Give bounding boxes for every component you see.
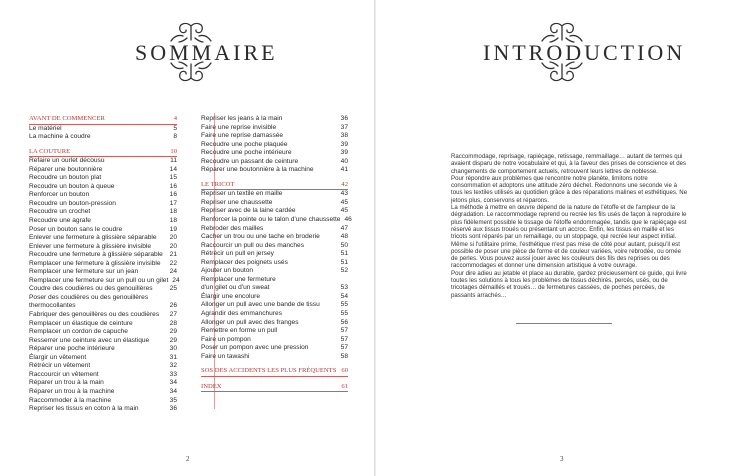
toc-entry bbox=[29, 405, 177, 414]
toc-entry bbox=[201, 207, 348, 216]
toc-label: Recoudre un passant de ceinture bbox=[201, 157, 299, 165]
toc-page: 40 bbox=[340, 157, 348, 165]
toc-page: 42 bbox=[341, 180, 348, 188]
toc-entry bbox=[29, 371, 177, 380]
toc-label: Allonger un pull avec une bande de tissu bbox=[201, 301, 320, 309]
intro-paragraph: Pour dire adieu au jetable et place au durable, gardez précieusement ce guide, qui livre toutes les solutions à tous les problèmes de tissus déchirés, percés, usés, ou de tricotages démaillés et troués… de fermetures cassées, de poches percées, de passants arrachés… bbox=[451, 269, 687, 299]
toc-label: Poser un pompon avec une pression bbox=[201, 344, 309, 352]
toc-page: 30 bbox=[169, 345, 177, 353]
toc-label: Repriser un textile en maille bbox=[201, 190, 283, 198]
toc-entry bbox=[29, 174, 177, 183]
toc-page: 33 bbox=[169, 370, 177, 378]
intro-paragraph: La méthode à mettre en œuvre dépend de la nature de l'étoffe et de l'ampleur de la dégradation. Le raccommodage reprend ou recrée les fils usés de façon à reproduire le plus fidèlement possible le tissage de l'étoffe endommagée, tandis que le rapiéçage est réservé aux tissus troués ou présentant un accroc. Enfin, les tissus en maille et les tricots sont réparés par un remaillage, ou un stoppage, qui recrée leur aspect initial. bbox=[451, 204, 687, 241]
toc-label: Agrandir des emmanchures bbox=[201, 310, 282, 318]
toc-page: 57 bbox=[340, 335, 348, 343]
toc-label: Raccourcir un pull ou des manches bbox=[201, 241, 304, 249]
toc-label: Repriser les jeans à la main bbox=[201, 115, 283, 122]
toc-label: Réparer une boutonnière bbox=[29, 165, 103, 173]
toc-page: 4 bbox=[173, 115, 177, 122]
toc-entry bbox=[201, 336, 348, 345]
toc-entry bbox=[29, 397, 177, 406]
toc-label: La machine à coudre bbox=[29, 133, 91, 141]
toc-entry bbox=[201, 344, 348, 353]
toc-page: 37 bbox=[340, 123, 348, 131]
toc-entry bbox=[29, 294, 177, 303]
toc-label: Élargir une encolure bbox=[201, 292, 261, 300]
toc-entry bbox=[29, 157, 177, 166]
intro-paragraph: Même si l'utilitaire prime, l'esthétique n'est pas mise de côté pour autant, puisqu'il est possible de poser une pièce de forme et de couleur variées, voire rebrodée, ou ornée de perles. Vous pouvez aussi jouer avec les couleurs des fils des reprises ou des raccommodages et donner une dimension artistique à votre ouvrage. bbox=[451, 240, 682, 270]
toc-entry bbox=[201, 124, 348, 133]
toc-label: Poser des coudières ou des genouillères bbox=[29, 293, 149, 301]
sommaire-title: SOMMAIRE bbox=[135, 40, 278, 65]
toc-page bbox=[173, 294, 177, 303]
toc-entry bbox=[201, 276, 348, 285]
toc-entry bbox=[29, 125, 177, 134]
intro-paragraph: Pour répondre aux problèmes que rencontre notre planète, limitons notre consommation et adoptons une attitude zéro déchet. Redonnons une seconde vie à tous les textiles utilisés au quotidien grâce à des réparations malines et esthétiques. Ne jetons plus, conservons et réparons. bbox=[451, 174, 688, 204]
toc-entry bbox=[201, 259, 348, 268]
toc-entry bbox=[29, 276, 180, 286]
toc-page: 19 bbox=[169, 225, 177, 233]
toc-label: Faire un pompon bbox=[201, 335, 251, 343]
toc-entry bbox=[29, 200, 177, 209]
toc-label: Le matériel bbox=[29, 124, 62, 132]
toc-page: 38 bbox=[340, 132, 348, 140]
page-number-right: 3 bbox=[560, 455, 564, 463]
toc-entry bbox=[201, 158, 348, 167]
toc-entry bbox=[29, 191, 177, 200]
toc-label: Remplacer une fermeture sur un jean bbox=[29, 268, 139, 276]
toc-page: 61 bbox=[341, 382, 348, 390]
introduction-text bbox=[451, 153, 689, 299]
toc-label: Enlever une fermeture à glissière séparable bbox=[29, 234, 157, 242]
toc-label: Refaire un ourlet décousu bbox=[29, 157, 105, 165]
toc-label: LE TRICOT bbox=[201, 180, 235, 188]
toc-page: 48 bbox=[340, 233, 348, 241]
toc-entry bbox=[201, 353, 348, 362]
toc-page: 34 bbox=[169, 387, 177, 395]
toc-entry bbox=[29, 302, 177, 311]
toc-label: INDEX bbox=[201, 382, 222, 390]
toc-label: Recoudre un bouton-pression bbox=[29, 199, 116, 207]
toc-label: Rétrécir un pull en jersey bbox=[201, 250, 274, 258]
toc-page: 24 bbox=[172, 276, 180, 284]
toc-section bbox=[29, 115, 177, 125]
toc-entry bbox=[201, 166, 348, 175]
toc-label: Renforcer la pointe ou le talon d'une chaussette bbox=[201, 216, 341, 224]
toc-label: Recoudre un bouton plat bbox=[29, 174, 102, 182]
toc-label: Poser un bouton sans le coudre bbox=[29, 225, 123, 233]
toc-label: Fabriquer des genouillères ou des coudières bbox=[29, 311, 160, 319]
toc-page: 16 bbox=[169, 182, 177, 190]
toc-label: Recoudre une poche intérieure bbox=[201, 149, 292, 157]
toc-page: 51 bbox=[340, 258, 348, 266]
toc-page: 18 bbox=[169, 208, 177, 216]
toc-entry bbox=[201, 301, 348, 310]
toc-label: Coudre des coudières ou des genouillères bbox=[29, 285, 153, 293]
toc-page: 16 bbox=[169, 191, 177, 199]
toc-page: 46 bbox=[344, 216, 352, 224]
toc-page: 27 bbox=[169, 311, 177, 319]
toc-page: 45 bbox=[340, 207, 348, 215]
toc-page: 26 bbox=[169, 302, 177, 310]
toc-label: Rétrécir un vêtement bbox=[29, 362, 91, 370]
toc-label: Faire une reprise invisible bbox=[201, 123, 277, 131]
toc-entry bbox=[29, 243, 177, 252]
toc-entry bbox=[29, 217, 177, 226]
toc-label: Réparer un trou à la main bbox=[29, 379, 104, 387]
toc-page: 20 bbox=[169, 234, 177, 242]
toc-page: 17 bbox=[169, 199, 177, 207]
intro-end-rule bbox=[516, 323, 612, 324]
toc-label: Faire une reprise damassée bbox=[201, 132, 284, 140]
toc-page: 34 bbox=[169, 379, 177, 387]
toc-label: Remplacer une fermeture à glissière invisible bbox=[29, 259, 161, 267]
toc-page: 11 bbox=[170, 157, 177, 165]
toc-entry bbox=[201, 250, 348, 259]
toc-section bbox=[201, 383, 348, 393]
toc-label: Faire un tawashi bbox=[201, 352, 250, 360]
toc-page: 36 bbox=[340, 115, 348, 122]
toc-page: 58 bbox=[340, 352, 348, 360]
toc-label: Remplacer une fermeture bbox=[201, 275, 276, 283]
toc-column-1 bbox=[29, 115, 180, 414]
toc-page: 5 bbox=[173, 124, 177, 132]
toc-label: Repriser avec de la laine cardée bbox=[201, 207, 296, 215]
toc-label: Raccommoder à la machine bbox=[29, 396, 112, 404]
toc-page: 24 bbox=[169, 268, 177, 276]
toc-page: 18 bbox=[169, 217, 177, 225]
toc-entry bbox=[201, 233, 348, 242]
toc-page: 22 bbox=[169, 259, 177, 267]
toc-label: d'un gilet ou d'un sweat bbox=[201, 284, 270, 292]
toc-label: Resserrer une ceinture avec un élastique bbox=[29, 336, 150, 344]
toc-page: 51 bbox=[340, 250, 348, 258]
toc-entry bbox=[29, 260, 177, 269]
toc-entry bbox=[29, 133, 177, 142]
toc-entry bbox=[201, 149, 348, 158]
toc-entry bbox=[29, 166, 177, 175]
toc-entry bbox=[29, 226, 177, 235]
toc-label: AVANT DE COMMENCER bbox=[29, 115, 105, 122]
intro-paragraph: Raccommodage, reprisage, rapiéçage, retissage, remmaillage… autant de termes qui avaient disparu de notre vocabulaire et qui, à la faveur des prises de conscience et des changements de comportement actuels, retrouvent leurs lettres de noblesse. bbox=[451, 153, 687, 175]
toc-page: 55 bbox=[340, 301, 348, 309]
toc-page: 39 bbox=[340, 149, 348, 157]
toc-entry bbox=[201, 310, 348, 319]
toc-page: 57 bbox=[340, 344, 348, 352]
toc-entry bbox=[29, 388, 177, 397]
toc-entry bbox=[29, 234, 177, 243]
toc-entry bbox=[29, 328, 177, 337]
toc-page: 43 bbox=[340, 190, 348, 198]
toc-label: Remplacer un élastique de ceinture bbox=[29, 319, 133, 327]
toc-page: 47 bbox=[340, 224, 348, 232]
toc-label: Enlever une fermeture à glissière invisible bbox=[29, 242, 152, 250]
toc-section bbox=[29, 148, 177, 158]
toc-label: Recoudre un bouton à queue bbox=[29, 182, 115, 190]
toc-page: 53 bbox=[340, 284, 348, 292]
toc-label: Recoudre une agrafe bbox=[29, 217, 91, 225]
toc-column-2 bbox=[201, 115, 352, 392]
toc-label: thermocollantes bbox=[29, 302, 76, 310]
toc-section bbox=[201, 181, 348, 191]
toc-page: 14 bbox=[169, 165, 177, 173]
toc-page: 29 bbox=[169, 328, 177, 336]
toc-page: 32 bbox=[169, 362, 177, 370]
toc-label: Remplacer des poignets usés bbox=[201, 258, 288, 266]
toc-entry bbox=[29, 183, 177, 192]
toc-label: Repriser les tissus en coton à la main bbox=[29, 405, 139, 413]
toc-entry bbox=[201, 141, 348, 150]
toc-entry bbox=[29, 320, 177, 329]
toc-page: 29 bbox=[169, 336, 177, 344]
toc-page: 20 bbox=[169, 242, 177, 250]
toc-entry bbox=[201, 115, 348, 124]
toc-entry bbox=[201, 242, 348, 251]
toc-entry bbox=[201, 293, 348, 302]
toc-label: SOS DES ACCIDENTS LES PLUS FRÉQUENTS bbox=[201, 367, 337, 375]
toc-page: 15 bbox=[169, 174, 177, 182]
toc-label: Raccourcir un vêtement bbox=[29, 370, 99, 378]
toc-entry bbox=[29, 362, 177, 371]
toc-label: Recoudre une fermeture à glissière séparable bbox=[29, 251, 163, 259]
toc-page: 41 bbox=[340, 166, 348, 174]
toc-label: Élargir un vêtement bbox=[29, 353, 87, 361]
toc-entry bbox=[29, 337, 177, 346]
toc-label: Recoudre une poche plaquée bbox=[201, 140, 288, 148]
toc-entry bbox=[201, 216, 352, 225]
toc-page: 50 bbox=[340, 241, 348, 249]
toc-page: 45 bbox=[340, 198, 348, 206]
toc-page: 56 bbox=[340, 318, 348, 326]
toc-label: Cacher un trou ou une tache en broderie bbox=[201, 233, 320, 241]
toc-label: Repriser une chaussette bbox=[201, 198, 273, 206]
toc-page: 39 bbox=[340, 140, 348, 148]
toc-label: Remettre en forme un pull bbox=[201, 327, 278, 335]
toc-entry bbox=[29, 251, 177, 260]
toc-page: 54 bbox=[340, 292, 348, 300]
toc-label: Rebroder des mailles bbox=[201, 224, 264, 232]
page-spine bbox=[374, 0, 376, 476]
toc-page: 35 bbox=[169, 396, 177, 404]
toc-entry bbox=[201, 327, 348, 336]
toc-label: Recoudre un crochet bbox=[29, 208, 91, 216]
toc-label: Remplacer un cordon de capuche bbox=[29, 328, 128, 336]
toc-page: 10 bbox=[170, 147, 177, 155]
introduction-title: INTRODUCTION bbox=[483, 40, 686, 65]
toc-entry bbox=[29, 345, 177, 354]
toc-label: Réparer une boutonnière à la machine bbox=[201, 166, 314, 174]
toc-section bbox=[201, 367, 348, 377]
toc-label: Réparer un trou à la machine bbox=[29, 387, 115, 395]
toc-entry bbox=[201, 267, 348, 276]
toc-entry bbox=[201, 284, 348, 293]
toc-entry bbox=[29, 354, 177, 363]
toc-entry bbox=[201, 319, 348, 328]
toc-entry bbox=[201, 132, 348, 141]
toc-page: 57 bbox=[340, 327, 348, 335]
toc-label: Remplacer une fermeture sur un pull ou un gilet bbox=[29, 276, 169, 284]
toc-entry bbox=[201, 225, 348, 234]
toc-entry bbox=[29, 379, 177, 388]
toc-label: LA COUTURE bbox=[29, 147, 71, 155]
toc-entry bbox=[201, 199, 348, 208]
toc-page: 36 bbox=[169, 405, 177, 413]
toc-page: 55 bbox=[340, 310, 348, 318]
toc-entry bbox=[29, 311, 177, 320]
toc-page: 21 bbox=[169, 251, 177, 259]
toc-label: Ajouter un bouton bbox=[201, 267, 254, 275]
toc-entry bbox=[29, 268, 177, 277]
toc-label: Réparer une poche intérieure bbox=[29, 345, 115, 353]
toc-page: 31 bbox=[169, 353, 177, 361]
toc-entry bbox=[29, 208, 177, 217]
toc-page bbox=[344, 276, 348, 285]
toc-label: Allonger un pull avec des franges bbox=[201, 318, 299, 326]
toc-label: Renforcer un bouton bbox=[29, 191, 90, 199]
toc-page: 8 bbox=[173, 133, 177, 141]
toc-page: 52 bbox=[340, 267, 348, 275]
toc-page: 28 bbox=[169, 319, 177, 327]
toc-page: 25 bbox=[169, 285, 177, 293]
toc-page: 60 bbox=[341, 367, 348, 375]
toc-entry bbox=[29, 285, 177, 294]
page-number-left: 2 bbox=[186, 455, 190, 463]
toc-entry bbox=[201, 190, 348, 199]
